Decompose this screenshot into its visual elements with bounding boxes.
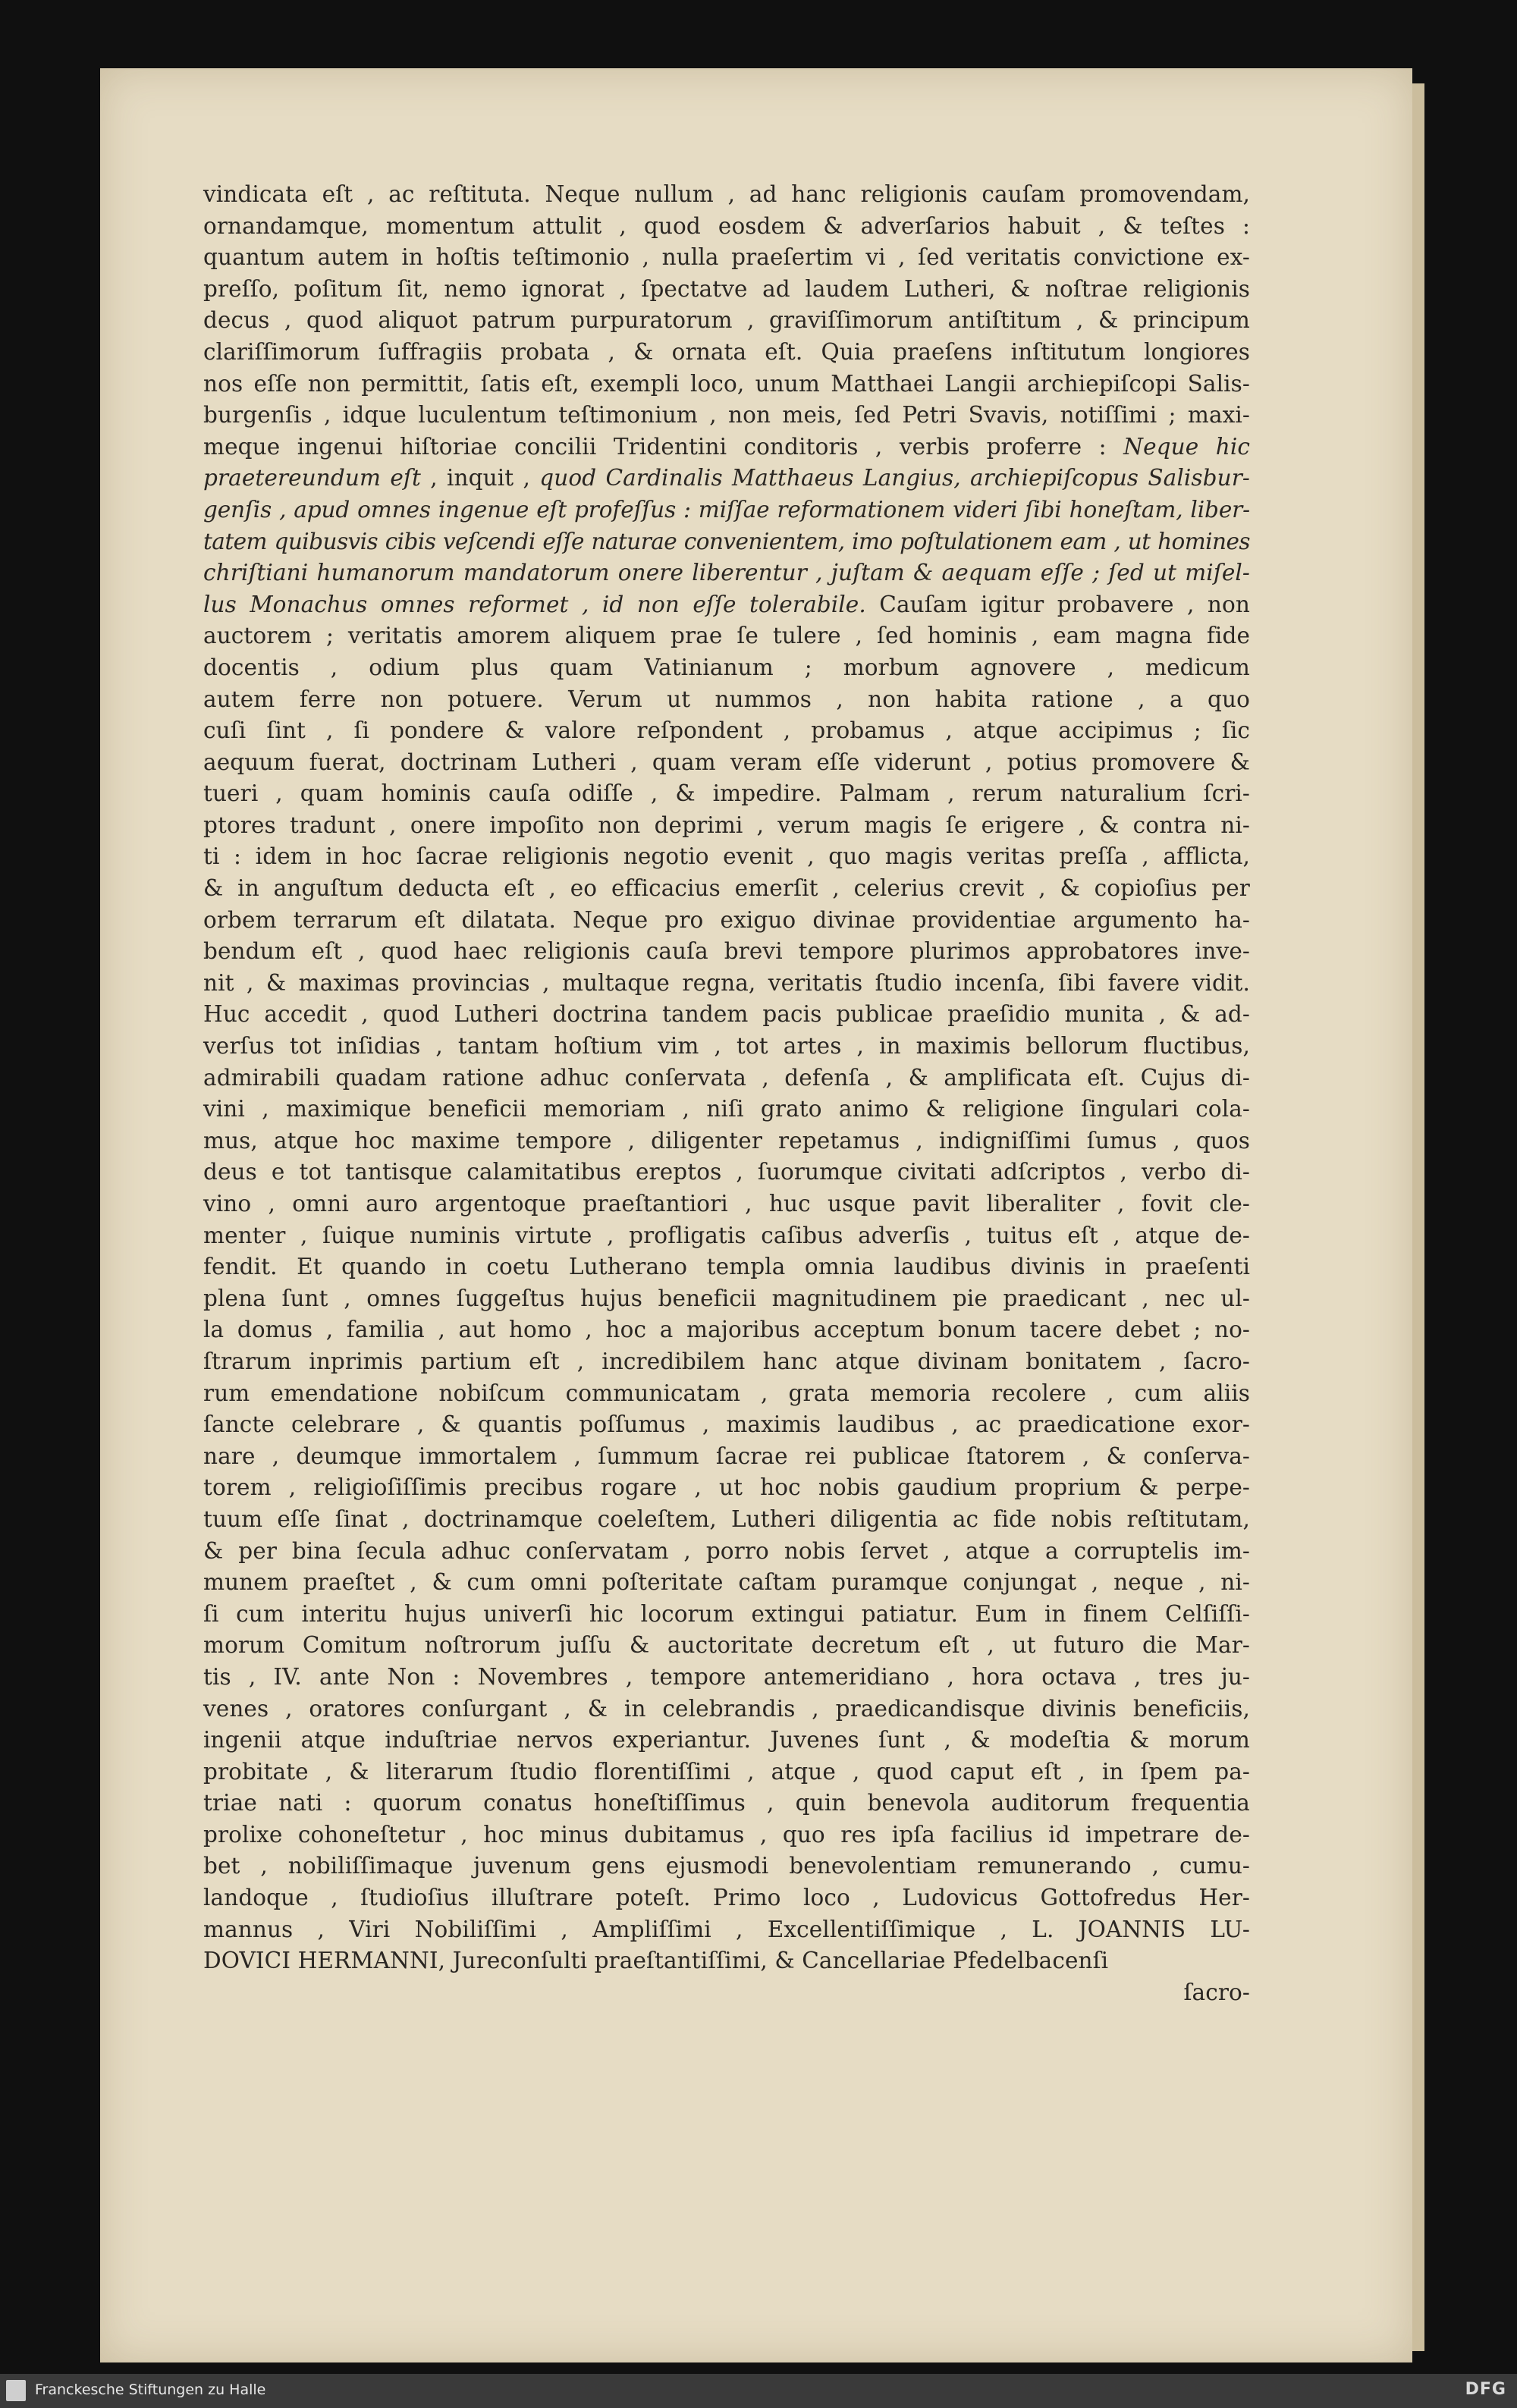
text-segment: bendum eſt , quod haec religionis cauſa brevi tempore plurimos approbatores inve- (203, 938, 1250, 965)
text-line (203, 369, 1250, 400)
text-segment: tuum eſſe ſinat , doctrinamque coeleſtem, Lutheri diligentia ac fide nobis reſtitutam, (203, 1505, 1250, 1532)
text-segment: rum emendatione nobiſcum communicatam , grata memoria recolere , cum aliis (203, 1380, 1250, 1406)
italic-quote-segment: tatem quibusvis cibis veſcendi eſſe naturae convenientem, imo poſtulationem eam , ut homines (203, 528, 1250, 554)
text-segment: clariſſimorum ſuffragiis probata , & ornata eſt. Quia praeſens inſtitutum longiores (203, 338, 1250, 365)
text-line (203, 211, 1250, 243)
text-line (203, 873, 1250, 905)
italic-quote-segment: Neque hic (1123, 433, 1250, 460)
text-segment: menter , ſuique numinis virtute , profligatis caſibus adverſis , tuitus eſt , atque de- (203, 1222, 1250, 1248)
text-segment: Cauſam igitur probavere , non (865, 591, 1250, 617)
text-line (203, 1630, 1250, 1662)
text-line (203, 589, 1250, 621)
text-segment: vino , omni auro argentoque praeſtantiori , huc usque pavit liberaliter , fovit cle- (203, 1191, 1250, 1217)
text-line (203, 999, 1250, 1031)
text-line (203, 715, 1250, 747)
catchword: ſacro- (1183, 1979, 1250, 2005)
text-segment: nare , deumque immortalem , ſummum ſacrae rei publicae ſtatorem , & conſerva- (203, 1443, 1250, 1469)
text-line (203, 494, 1250, 526)
text-segment: mannus , Viri Nobiliſſimi , Ampliſſimi , Excellentiſſimique , L. JOANNIS LU- (203, 1916, 1250, 1942)
text-segment: tueri , quam hominis cauſa odiſſe , & impedire. Palmam , rerum naturalium ſcri- (203, 780, 1250, 807)
text-segment: & in anguſtum deducta eſt , eo efficacius emerſit , celerius crevit , & copioſius per (203, 875, 1250, 902)
text-line (203, 936, 1250, 968)
text-line (203, 1472, 1250, 1504)
text-line (203, 620, 1250, 652)
text-segment: cuſi ſint , ſi pondere & valore reſpondent , probamus , atque accipimus ; ſic (203, 717, 1250, 744)
text-line (203, 1409, 1250, 1441)
text-segment: nos eſſe non permittit, ſatis eſt, exempli loco, unum Matthaei Langii archiepiſcopi Salis- (203, 370, 1250, 397)
text-line (203, 1441, 1250, 1473)
text-line (203, 810, 1250, 842)
text-line (203, 1882, 1250, 1914)
funder-logo: DFG (1465, 2380, 1506, 2399)
text-segment: vindicata eſt , ac reſtituta. Neque nullum , ad hanc religionis cauſam promovendam, (203, 181, 1250, 207)
text-line (203, 684, 1250, 716)
text-line (203, 242, 1250, 274)
text-segment: munem praeſtet , & cum omni poſteritate caſtam puramque conjungat , neque , ni- (203, 1569, 1250, 1596)
text-segment: Huc accedit , quod Lutheri doctrina tandem pacis publicae praeſidio munita , & ad- (203, 1001, 1250, 1028)
text-segment: venes , oratores conſurgant , & in celebrandis , praedicandisque divinis beneficiis, (203, 1695, 1250, 1722)
text-line (203, 968, 1250, 1000)
text-line (203, 1094, 1250, 1126)
text-segment: admirabili quadam ratione adhuc conſervata , defenſa , & amplificata eſt. Cujus di- (203, 1064, 1250, 1091)
text-segment: DOVICI HERMANNI, Jureconſulti praeſtantiſſimi, & Cancellariae Pfedelbacenſi (203, 1948, 1109, 1974)
text-line (203, 841, 1250, 873)
text-segment: preſſo, poſitum ſit, nemo ignorat , ſpectatve ad laudem Lutheri, & noſtrae religionis (203, 275, 1250, 302)
italic-quote-segment: quod Cardinalis Matthaeus Langius, archiepiſcopus Salisbur- (539, 465, 1251, 491)
text-line (203, 1914, 1250, 1946)
text-line (203, 1567, 1250, 1599)
text-segment: ornandamque, momentum attulit , quod eosdem & adverſarios habuit , & teſtes : (203, 212, 1250, 239)
italic-quote-segment: praetereundum eſt (203, 465, 431, 491)
text-segment: bet , nobiliſſimaque juvenum gens ejusmodi benevolentiam remunerando , cumu- (203, 1853, 1250, 1879)
text-line (203, 1694, 1250, 1725)
text-line (203, 778, 1250, 810)
text-segment: plena ſunt , omnes ſuggeſtus hujus beneficii magnitudinem pie praedicant , nec ul- (203, 1285, 1250, 1311)
italic-quote-segment: genſis , apud omnes ingenue eſt profeſſus : miſſae reformationem videri ſibi honeſtam, liber- (203, 496, 1250, 523)
text-line (203, 1725, 1250, 1757)
text-segment: auctorem ; veritatis amorem aliquem prae ſe tulere , ſed hominis , eam magna fide (203, 623, 1250, 649)
text-line (203, 1662, 1250, 1694)
text-line (203, 1157, 1250, 1188)
text-line (203, 1378, 1250, 1410)
text-line (203, 337, 1250, 369)
text-segment: ſancte celebrare , & quantis poſſumus , maximis laudibus , ac praedicatione exor- (203, 1411, 1250, 1438)
text-line (203, 1283, 1250, 1315)
text-line (203, 1126, 1250, 1157)
text-line (203, 1346, 1250, 1378)
text-line (203, 1314, 1250, 1346)
text-line (203, 652, 1250, 684)
text-line (203, 179, 1250, 211)
text-segment: ptores tradunt , onere impoſito non deprimi , verum magis ſe erigere , & contra ni- (203, 812, 1250, 838)
text-segment: probitate , & literarum ſtudio florentiſſimi , atque , quod caput eſt , in ſpem pa- (203, 1758, 1250, 1785)
text-line (203, 1031, 1250, 1063)
text-segment: la domus , familia , aut homo , hoc a majoribus acceptum bonum tacere debet ; no- (203, 1317, 1250, 1343)
text-segment: meque ingenui hiſtoriae concilii Tridentini conditoris , verbis proferre : (203, 433, 1124, 460)
italic-quote-segment: lus Monachus omnes reformet , id non eſſe tolerabile. (203, 591, 866, 617)
text-segment: fendit. Et quando in coetu Lutherano templa omnia laudibus divinis in praeſenti (203, 1254, 1250, 1280)
text-segment: nit , & maximas provincias , multaque regna, veritatis ſtudio incenſa, ſibi favere vidit. (203, 969, 1250, 996)
text-line (203, 747, 1250, 779)
text-line (203, 1536, 1250, 1568)
text-segment: ſtrarum inprimis partium eſt , incredibilem hanc atque divinam bonitatem , ſacro- (203, 1348, 1250, 1374)
text-segment: docentis , odium plus quam Vatinianum ; morbum agnovere , medicum (203, 654, 1250, 680)
text-line (203, 432, 1250, 463)
text-segment: decus , quod aliquot patrum purpuratorum , graviſſimorum antiſtitum , & principum (203, 307, 1250, 334)
text-segment: deus e tot tantisque calamitatibus ereptos , ſuorumque civitati adſcriptos , verbo di- (203, 1159, 1250, 1185)
text-segment: ingenii atque induſtriae nervos experiantur. Juvenes ſunt , & modeſtia & morum (203, 1727, 1250, 1753)
footer-bar (0, 2374, 1517, 2408)
text-line (203, 305, 1250, 337)
text-segment: landoque , ſtudioſius illuſtrare poteſt. Primo loco , Ludovicus Gottofredus Her- (203, 1885, 1250, 1911)
text-segment: ſi cum interitu hujus univerſi hic locorum extingui patiatur. Eum in finem Celſiſſi- (203, 1600, 1250, 1627)
text-line (203, 1599, 1250, 1631)
text-line (203, 1220, 1250, 1252)
text-segment: prolixe cohoneſtetur , hoc minus dubitamus , quo res ipſa facilius id impetrare de- (203, 1821, 1250, 1848)
text-line (203, 1251, 1250, 1283)
text-line (203, 400, 1250, 432)
text-line (203, 557, 1250, 589)
text-segment: triae nati : quorum conatus honeſtiſſimus , quin benevola auditorum frequentia (203, 1790, 1250, 1816)
text-line (203, 1851, 1250, 1882)
text-segment: ti : idem in hoc ſacrae religionis negotio evenit , quo magis veritas preſſa , afflicta, (203, 843, 1250, 870)
text-segment: mus, atque hoc maxime tempore , diligenter repetamus , indigniſſimi ſumus , quos (203, 1127, 1250, 1154)
body-text (203, 179, 1250, 2008)
text-segment: vini , maximique beneficii memoriam , niſi grato animo & religione ſingulari cola- (203, 1096, 1250, 1122)
institution-name: Franckesche Stiftungen zu Halle (35, 2381, 266, 2398)
text-segment: , inquit , (430, 465, 540, 491)
text-line (203, 1788, 1250, 1819)
text-line (203, 1819, 1250, 1851)
text-line (203, 1945, 1250, 1977)
text-segment: quantum autem in hoſtis teſtimonio , nulla praeſertim vi , ſed veritatis convictione ex- (203, 244, 1250, 271)
text-segment: & per bina ſecula adhuc conſervatam , porro nobis ſervet , atque a corruptelis im- (203, 1537, 1250, 1564)
text-line (203, 1757, 1250, 1788)
text-segment: autem ferre non potuere. Verum ut nummos , non habita ratione , a quo (203, 686, 1250, 712)
institution-logo-icon (6, 2380, 26, 2401)
text-segment: morum Comitum noſtrorum juſſu & auctoritate decretum eſt , ut futuro die Mar- (203, 1632, 1250, 1659)
text-segment: orbem terrarum eſt dilatata. Neque pro exiguo divinae providentiae argumento ha- (203, 906, 1250, 933)
text-line (203, 274, 1250, 306)
text-line (203, 1188, 1250, 1220)
text-line (203, 905, 1250, 937)
text-segment: aequum fuerat, doctrinam Lutheri , quam veram eſſe viderunt , potius promovere & (203, 749, 1250, 775)
text-line (203, 526, 1250, 558)
text-segment: burgenſis , idque luculentum teſtimonium , non meis, ſed Petri Svavis, notiſſimi ; maxi- (203, 402, 1250, 429)
text-line (203, 1063, 1250, 1094)
text-segment: verſus tot inſidias , tantam hoſtium vim , tot artes , in maximis bellorum fluctibus, (203, 1033, 1250, 1060)
italic-quote-segment: chriſtiani humanorum mandatorum onere liberentur , juſtam & aequam eſſe ; ſed ut miſel- (203, 560, 1250, 586)
text-segment: torem , religioſiſſimis precibus rogare , ut hoc nobis gaudium proprium & perpe- (203, 1474, 1250, 1501)
text-segment: tis , IV. ante Non : Novembres , tempore antemeridiano , hora octava , tres ju- (203, 1663, 1250, 1690)
text-line (203, 1504, 1250, 1536)
text-line (203, 463, 1250, 494)
